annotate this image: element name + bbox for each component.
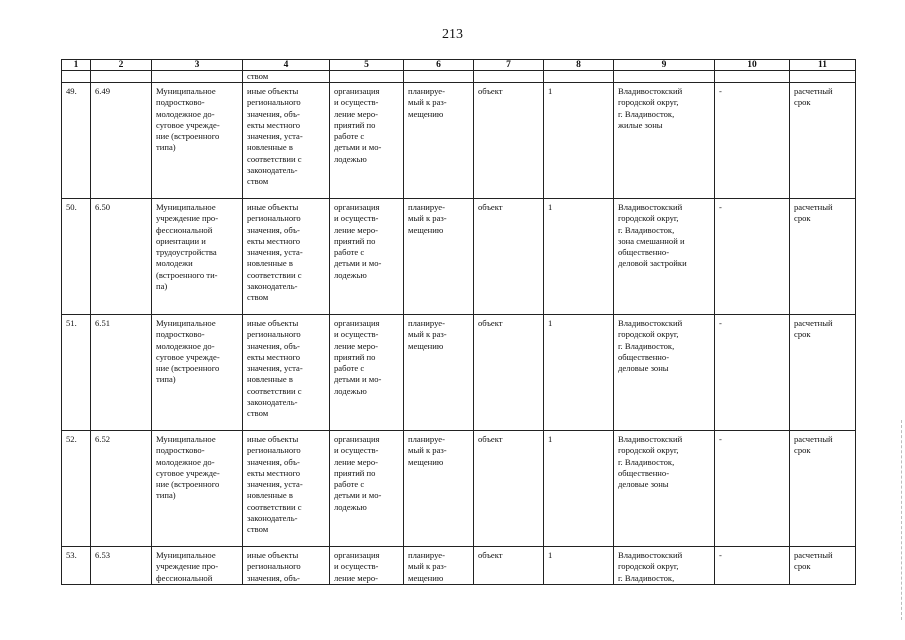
location-cell: Владивостокский городской округ, г. Владивосток, общественно- деловые зоны xyxy=(614,431,715,547)
row-number-cell: 52. xyxy=(62,431,91,547)
purpose-cell: организация и осуществ- ление меро- приятий по работе с детьми и мо- лодежью xyxy=(330,431,404,547)
table-row xyxy=(62,315,856,431)
item-code-cell: 6.49 xyxy=(91,83,152,199)
location-cell: Владивостокский городской округ, г. Владивосток, зона смешанной и общественно- деловой застройки xyxy=(614,199,715,315)
quantity-cell: 1 xyxy=(544,547,614,585)
item-code-cell: 6.50 xyxy=(91,199,152,315)
table-cell: ством xyxy=(243,71,330,83)
table-cell xyxy=(152,71,243,83)
row-number-cell: 50. xyxy=(62,199,91,315)
term-cell: расчетный срок xyxy=(790,547,856,585)
column-header: 6 xyxy=(404,60,474,71)
table-row xyxy=(62,199,856,315)
quantity-cell: 1 xyxy=(544,83,614,199)
status-cell: планируе- мый к раз- мещению xyxy=(404,547,474,585)
row-number-cell: 53. xyxy=(62,547,91,585)
column-header: 11 xyxy=(790,60,856,71)
table-cell xyxy=(91,71,152,83)
table-cell xyxy=(544,71,614,83)
purpose-cell: организация и осуществ- ление меро- приятий по работе с детьми и мо- лодежью xyxy=(330,83,404,199)
table-cell xyxy=(404,71,474,83)
column-number-header-row xyxy=(62,60,856,71)
table-row xyxy=(62,547,856,585)
column-header: 5 xyxy=(330,60,404,71)
status-cell: планируе- мый к раз- мещению xyxy=(404,315,474,431)
item-code-cell: 6.53 xyxy=(91,547,152,585)
purpose-cell: организация и осуществ- ление меро- приятий по работе с детьми и мо- лодежью xyxy=(330,315,404,431)
table-cell xyxy=(715,71,790,83)
zone-cell: - xyxy=(715,315,790,431)
object-type-cell: иные объекты регионального значения, объ- екты местного значения, уста- новленные в соответствии с законодатель- ством xyxy=(243,199,330,315)
table-row xyxy=(62,83,856,199)
column-header: 4 xyxy=(243,60,330,71)
table-cell xyxy=(790,71,856,83)
unit-cell: объект xyxy=(474,315,544,431)
object-type-cell: иные объекты регионального значения, объ- екты местного значения, уста- новленные в соответствии с законодатель- ством xyxy=(243,83,330,199)
column-header: 3 xyxy=(152,60,243,71)
quantity-cell: 1 xyxy=(544,199,614,315)
item-code-cell: 6.52 xyxy=(91,431,152,547)
purpose-cell: организация и осуществ- ление меро- приятий по работе с детьми и мо- лодежью xyxy=(330,199,404,315)
scan-edge-marks xyxy=(901,420,903,620)
unit-cell: объект xyxy=(474,199,544,315)
column-header: 10 xyxy=(715,60,790,71)
column-header: 8 xyxy=(544,60,614,71)
term-cell: расчетный срок xyxy=(790,83,856,199)
item-code-cell: 6.51 xyxy=(91,315,152,431)
location-cell: Владивостокский городской округ, г. Владивосток, xyxy=(614,547,715,585)
location-cell: Владивостокский городской округ, г. Владивосток, жилые зоны xyxy=(614,83,715,199)
unit-cell: объект xyxy=(474,83,544,199)
object-name-cell: Муниципальное подростково- молодежное до- суговое учрежде- ние (встроенного типа) xyxy=(152,431,243,547)
zone-cell: - xyxy=(715,547,790,585)
object-type-cell: иные объекты регионального значения, объ- xyxy=(243,547,330,585)
unit-cell: объект xyxy=(474,547,544,585)
table-cell xyxy=(614,71,715,83)
term-cell: расчетный срок xyxy=(790,199,856,315)
purpose-cell: организация и осуществ- ление меро- xyxy=(330,547,404,585)
continuation-row xyxy=(62,71,856,83)
column-header: 7 xyxy=(474,60,544,71)
object-name-cell: Муниципальное учреждение про- фессиональной xyxy=(152,547,243,585)
zone-cell: - xyxy=(715,83,790,199)
row-number-cell: 49. xyxy=(62,83,91,199)
term-cell: расчетный срок xyxy=(790,431,856,547)
column-header: 9 xyxy=(614,60,715,71)
column-header: 1 xyxy=(62,60,91,71)
table-row xyxy=(62,431,856,547)
object-name-cell: Муниципальное подростково- молодежное до- суговое учрежде- ние (встроенного типа) xyxy=(152,315,243,431)
status-cell: планируе- мый к раз- мещению xyxy=(404,199,474,315)
table-cell xyxy=(330,71,404,83)
zone-cell: - xyxy=(715,431,790,547)
table-cell xyxy=(62,71,91,83)
object-name-cell: Муниципальное учреждение про- фессиональной ориентации и трудоустройства молодежи (встроенного ти- па) xyxy=(152,199,243,315)
quantity-cell: 1 xyxy=(544,431,614,547)
unit-cell: объект xyxy=(474,431,544,547)
column-header: 2 xyxy=(91,60,152,71)
object-type-cell: иные объекты регионального значения, объ- екты местного значения, уста- новленные в соответствии с законодатель- ством xyxy=(243,315,330,431)
table-cell xyxy=(474,71,544,83)
page-number: 213 xyxy=(442,27,463,42)
term-cell: расчетный срок xyxy=(790,315,856,431)
row-number-cell: 51. xyxy=(62,315,91,431)
object-name-cell: Муниципальное подростково- молодежное до- суговое учрежде- ние (встроенного типа) xyxy=(152,83,243,199)
object-type-cell: иные объекты регионального значения, объ- екты местного значения, уста- новленные в соответствии с законодатель- ством xyxy=(243,431,330,547)
location-cell: Владивостокский городской округ, г. Владивосток, общественно- деловые зоны xyxy=(614,315,715,431)
zone-cell: - xyxy=(715,199,790,315)
quantity-cell: 1 xyxy=(544,315,614,431)
status-cell: планируе- мый к раз- мещению xyxy=(404,83,474,199)
status-cell: планируе- мый к раз- мещению xyxy=(404,431,474,547)
document-table xyxy=(61,59,856,585)
